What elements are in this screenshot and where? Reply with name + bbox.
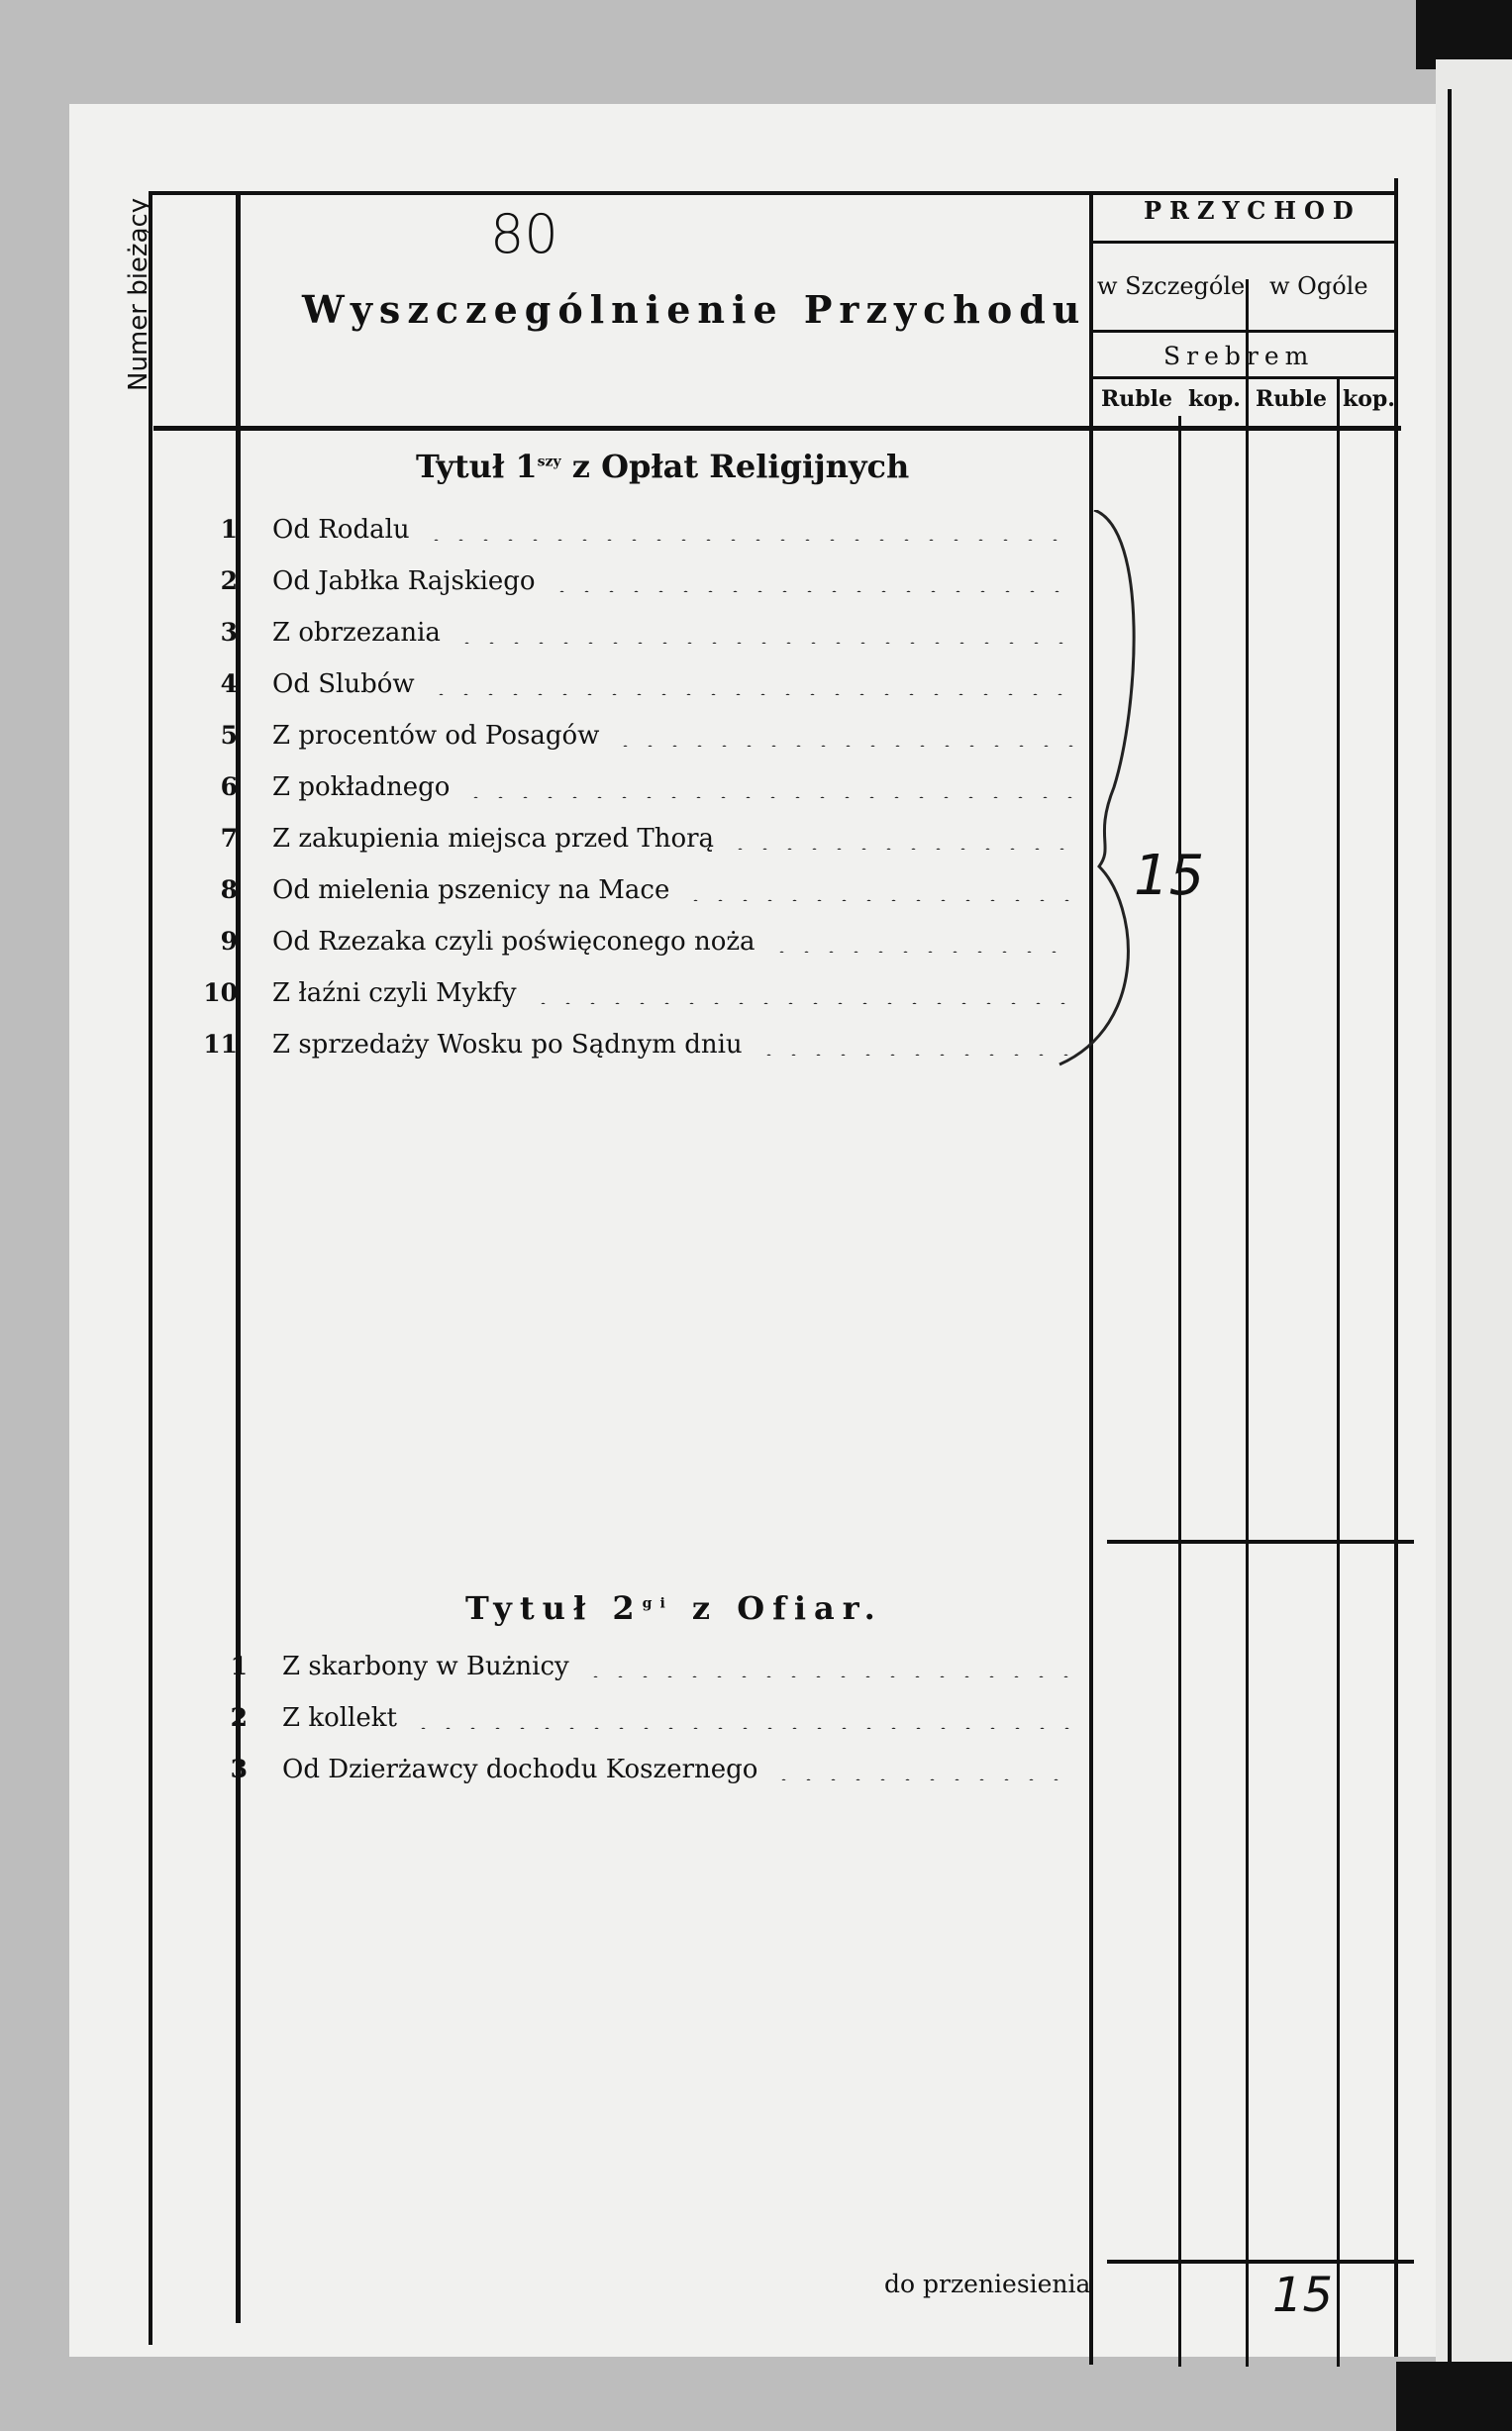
do-przeniesienia-label: do przeniesienia: [884, 2270, 1091, 2298]
row-label: Od Jabłka Rajskiego: [272, 566, 536, 596]
number-column-border: [236, 194, 241, 2323]
row-number: 5: [220, 721, 238, 750]
row-number: 8: [220, 875, 238, 904]
row-label: Z procentów od Posagów: [272, 721, 600, 751]
row-number: 4: [220, 669, 238, 698]
handwritten-total-15: 15: [1134, 844, 1205, 908]
leader-dots: [550, 590, 1074, 592]
numer-biezacy-label: Numer bieżący: [124, 197, 153, 391]
handwritten-footer-total: 15: [1272, 2268, 1334, 2323]
leader-dots: [583, 1675, 1074, 1677]
row-number: 2: [220, 566, 238, 595]
row-label: Z pokładnego: [272, 772, 451, 802]
kop-header-1: kop.: [1188, 386, 1241, 412]
ogole-column-border: [1246, 279, 1249, 2367]
row-number: 1: [230, 1652, 248, 1680]
table-top-border: [149, 191, 1398, 195]
szczegole-underline: [1093, 330, 1394, 333]
w-ogole-header: w Ogóle: [1269, 272, 1368, 300]
scan-border-bottom: [1396, 2362, 1512, 2431]
brace-mark: [1020, 510, 1149, 1074]
kop-header-2: kop.: [1343, 386, 1395, 412]
ruble-header-1: Ruble: [1101, 386, 1173, 412]
header-bottom-border: [153, 426, 1401, 431]
leader-dots: [463, 796, 1074, 798]
leader-dots: [771, 1778, 1074, 1780]
left-border: [149, 191, 152, 2345]
page-title: Wyszczególnienie Przychodu: [302, 287, 1087, 332]
next-page-edge: [1436, 59, 1512, 2431]
row-number: 2: [230, 1703, 248, 1732]
row-number: 1: [220, 515, 238, 544]
leader-dots: [429, 693, 1074, 695]
row-number: 6: [220, 772, 238, 801]
row-label: Z zakupienia miejsca przed Thorą: [272, 824, 715, 854]
ledger-page: [69, 104, 1436, 2357]
przychod-header: PRZYCHOD: [1144, 196, 1361, 225]
srebrem-underline: [1093, 376, 1394, 379]
row-label: Z obrzezania: [272, 618, 441, 648]
row-label: Z sprzedaży Wosku po Sądnym dniu: [272, 1030, 743, 1060]
row-label: Z łaźni czyli Mykfy: [272, 978, 517, 1008]
handwritten-page-number: 80: [490, 203, 558, 265]
row-label: Od Rzezaka czyli poświęconego noża: [272, 927, 756, 957]
kop-column-border-1: [1178, 416, 1181, 2367]
row-number: 3: [220, 618, 238, 647]
row-number: 7: [220, 824, 238, 853]
row-label: Od mielenia pszenicy na Mace: [272, 875, 670, 905]
total-line: [1107, 2260, 1414, 2264]
row-label: Od Rodalu: [272, 515, 410, 545]
row-number: 9: [220, 927, 238, 956]
row-number: 10: [203, 978, 238, 1007]
leader-dots: [424, 539, 1074, 541]
row-label: Od Slubów: [272, 669, 415, 699]
leader-dots: [454, 642, 1074, 644]
section-title-2: Tytuł $2^{gi}$ z Ofiar.: [465, 1589, 883, 1627]
row-number: 11: [203, 1030, 238, 1059]
right-border: [1394, 178, 1398, 2357]
row-number: 3: [230, 1755, 248, 1783]
section-title-1: Tytuł $1^{szy}$ z Opłat Religijnych: [416, 448, 910, 485]
przychod-underline: [1093, 241, 1394, 244]
row-label: Z kollekt: [282, 1703, 397, 1733]
row-label: Z skarbony w Bużnicy: [282, 1652, 569, 1681]
w-szczegole-header: w Szczególe: [1097, 272, 1246, 300]
ruble-header-2: Ruble: [1256, 386, 1328, 412]
leader-dots: [613, 745, 1074, 747]
leader-dots: [531, 1002, 1074, 1004]
subtotal-line: [1107, 1540, 1414, 1544]
leader-dots: [683, 899, 1074, 901]
leader-dots: [411, 1727, 1074, 1729]
row-label: Od Dzierżawcy dochodu Koszernego: [282, 1755, 758, 1784]
srebrem-header: Srebrem: [1163, 342, 1315, 370]
kop-column-border-2: [1337, 378, 1340, 2367]
